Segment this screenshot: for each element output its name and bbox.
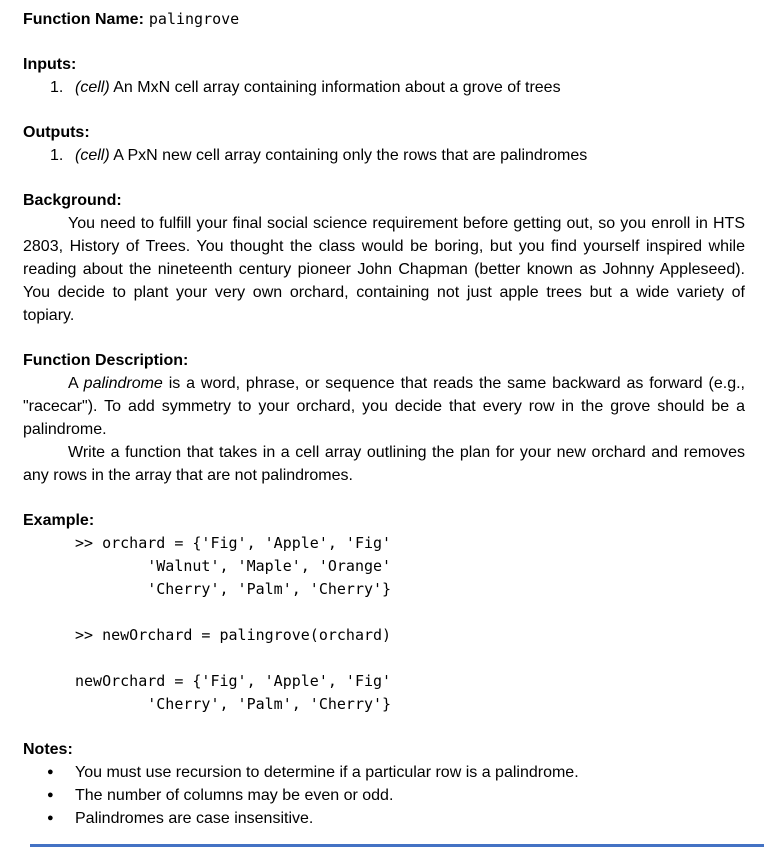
note-item [23,807,745,830]
function-name-label: Function Name: [23,11,144,28]
function-description-paragraph-2: Write a function that takes in a cell array outlining the plan for your new orchard and removes any rows in the array that are not palindromes. [23,444,745,484]
bullet-icon: ● [47,789,54,801]
arg-type: (cell) [75,79,110,96]
background-section [23,189,745,327]
example-section [23,509,745,716]
note-text: Palindromes are case insensitive. [75,810,314,827]
bullet-icon: ● [47,812,54,824]
background-heading: Background: [23,192,122,209]
outputs-section [23,121,745,167]
list-number: 1. [50,147,64,164]
code-line: 'Cherry', 'Palm', 'Cherry'} [75,580,392,598]
example-code-orchard [23,532,745,601]
outputs-heading: Outputs: [23,124,90,141]
arg-description: A PxN new cell array containing only the rows that are palindromes [109,147,588,164]
background-paragraph: You need to fulfill your final social science requirement before getting out, so you enroll in HTS 2803, History of Trees. You thought the class would be boring, but you find yourself inspired while reading about the nineteenth century pioneer John Chapman (better known as Johnny Appleseed). You decide to plant your very own orchard, containing not just apple trees but a wide variety of topiary. [23,215,745,324]
outputs-item [23,144,745,167]
example-code-result [23,670,745,716]
footer-divider [30,844,764,847]
code-line: 'Walnut', 'Maple', 'Orange' [75,557,392,575]
inputs-item [23,76,745,99]
list-text [75,144,587,167]
function-description-section [23,349,745,487]
notes-heading: Notes: [23,741,73,758]
function-description-paragraph-1 [23,372,745,441]
function-name-value: palingrove [148,10,240,28]
bullet-icon: ● [47,766,54,778]
example-heading: Example: [23,512,95,529]
notes-section [23,738,745,830]
note-text: You must use recursion to determine if a particular row is a palindrome. [75,764,579,781]
code-line: >> orchard = {'Fig', 'Apple', 'Fig' [75,534,392,552]
function-name-line [23,8,745,31]
note-item [23,784,745,807]
inputs-heading: Inputs: [23,56,77,73]
arg-description: An MxN cell array containing information about a grove of trees [109,79,561,96]
code-line: >> newOrchard = palingrove(orchard) [75,626,392,644]
arg-type: (cell) [75,147,110,164]
inputs-section [23,53,745,99]
list-number: 1. [50,79,64,96]
code-line: newOrchard = {'Fig', 'Apple', 'Fig' [75,672,392,690]
function-description-heading: Function Description: [23,352,189,369]
code-line: 'Cherry', 'Palm', 'Cherry'} [75,695,392,713]
paragraph-text: is a word, phrase, or sequence that reads the same backward as forward (e.g., "racecar"). To add symmetry to your orchard, you decide that every row in the grove should be a palindrome. [23,375,746,438]
paragraph-text: A [68,375,84,392]
note-text: The number of columns may be even or odd. [75,787,394,804]
list-text [75,76,561,99]
example-code-call [23,624,745,647]
note-item [23,761,745,784]
italic-term: palindrome [83,375,163,392]
